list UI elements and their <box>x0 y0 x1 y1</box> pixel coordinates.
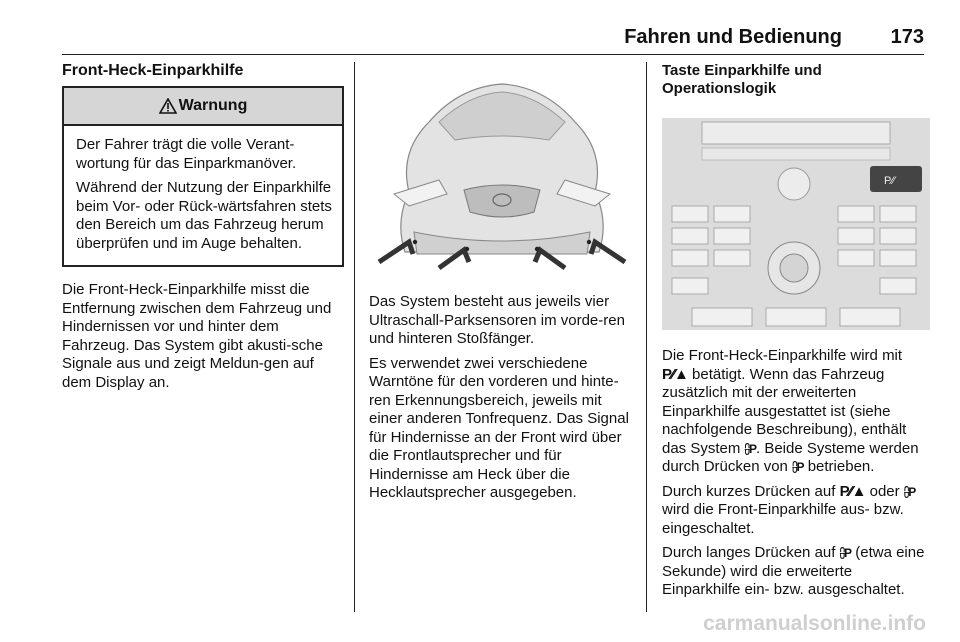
body-text-2: Es verwendet zwei verschiedene Warntöne für den vorderen und hinte-ren Erkennungsbereich, jeweils mit einer anderen Tonfrequenz. Das Signal für Hindernisse an der Front wird über die Frontlautsprecher und für Hindernisse am Heck über die Hecklautsprecher ausgegeben. <box>369 354 629 501</box>
column-3 <box>662 62 930 606</box>
page-header <box>62 26 924 55</box>
body-text-1: Die Front-Heck-Einparkhilfe wird mit P⁄⁄▲ betätigt. Wenn das Fahrzeug zusätzlich mit der erweiterten Einparkhilfe ausgestattet ist (siehe nachfolgende Beschreibung), enthält das System ⩉P. Beide Systeme werden durch Drücken von ⩉P betrieben. <box>662 347 919 475</box>
body-text-3: Durch langes Drücken auf ⩉P (etwa eine Sekunde) wird die erweiterte Einparkhilfe ein- bzw. ausgeschaltet. <box>662 544 925 598</box>
column-2 <box>369 62 635 509</box>
section-title: Fahren und Bedienung <box>624 26 842 48</box>
heading-button-logic: Taste Einparkhilfe und Operationslogik <box>662 62 822 97</box>
warning-triangle-icon <box>159 98 177 114</box>
park-assist-icon: P⁄⁄▲ <box>662 365 688 383</box>
page-number: 173 <box>890 26 924 48</box>
svg-text:P⁄⁄: P⁄⁄ <box>884 175 896 187</box>
warning-heading: Warnung <box>178 97 248 114</box>
advanced-park-assist-icon: ⩉P <box>839 546 852 560</box>
warning-body <box>64 126 342 265</box>
warning-text-2: Während der Nutzung der Einparkhilfe beim Vor- oder Rück-wärtsfahren stets den Bereich um das Fahrzeug herum überprüfen und im Auge behalten. <box>76 179 332 252</box>
column-divider <box>354 62 355 612</box>
warning-header <box>64 88 342 126</box>
control-panel-figure <box>662 118 930 330</box>
park-assist-icon: P⁄⁄▲ <box>839 482 866 500</box>
warning-box <box>62 86 344 267</box>
watermark: carmanualsonline.info <box>703 612 926 635</box>
column-1 <box>62 62 344 398</box>
body-text-2: Durch kurzes Drücken auf P⁄⁄▲ oder ⩉P wird die Front-Einparkhilfe aus- bzw. eingeschaltet. <box>662 482 916 537</box>
column-divider <box>646 62 647 612</box>
body-text-1: Das System besteht aus jeweils vier Ultraschall-Parksensoren im vorde-ren und hinteren Stoßfänger. <box>369 293 625 347</box>
warning-text-1: Der Fahrer trägt die volle Verant-wortung für das Einparkmanöver. <box>76 136 297 172</box>
car-front-sensors-figure <box>369 62 635 278</box>
heading-front-rear-park-assist: Front-Heck-Einparkhilfe <box>62 62 244 79</box>
advanced-park-assist-icon: ⩉P <box>903 484 916 499</box>
body-text: Die Front-Heck-Einparkhilfe misst die Entfernung zwischen dem Fahrzeug und Hindernissen vor und hinter dem Fahrzeug. Das System gibt akusti-sche Signale aus und zeigt Meldun-gen auf dem Display an. <box>62 281 332 391</box>
advanced-park-assist-icon: ⩉P <box>792 460 804 474</box>
advanced-park-assist-icon: ⩉P <box>744 441 756 456</box>
